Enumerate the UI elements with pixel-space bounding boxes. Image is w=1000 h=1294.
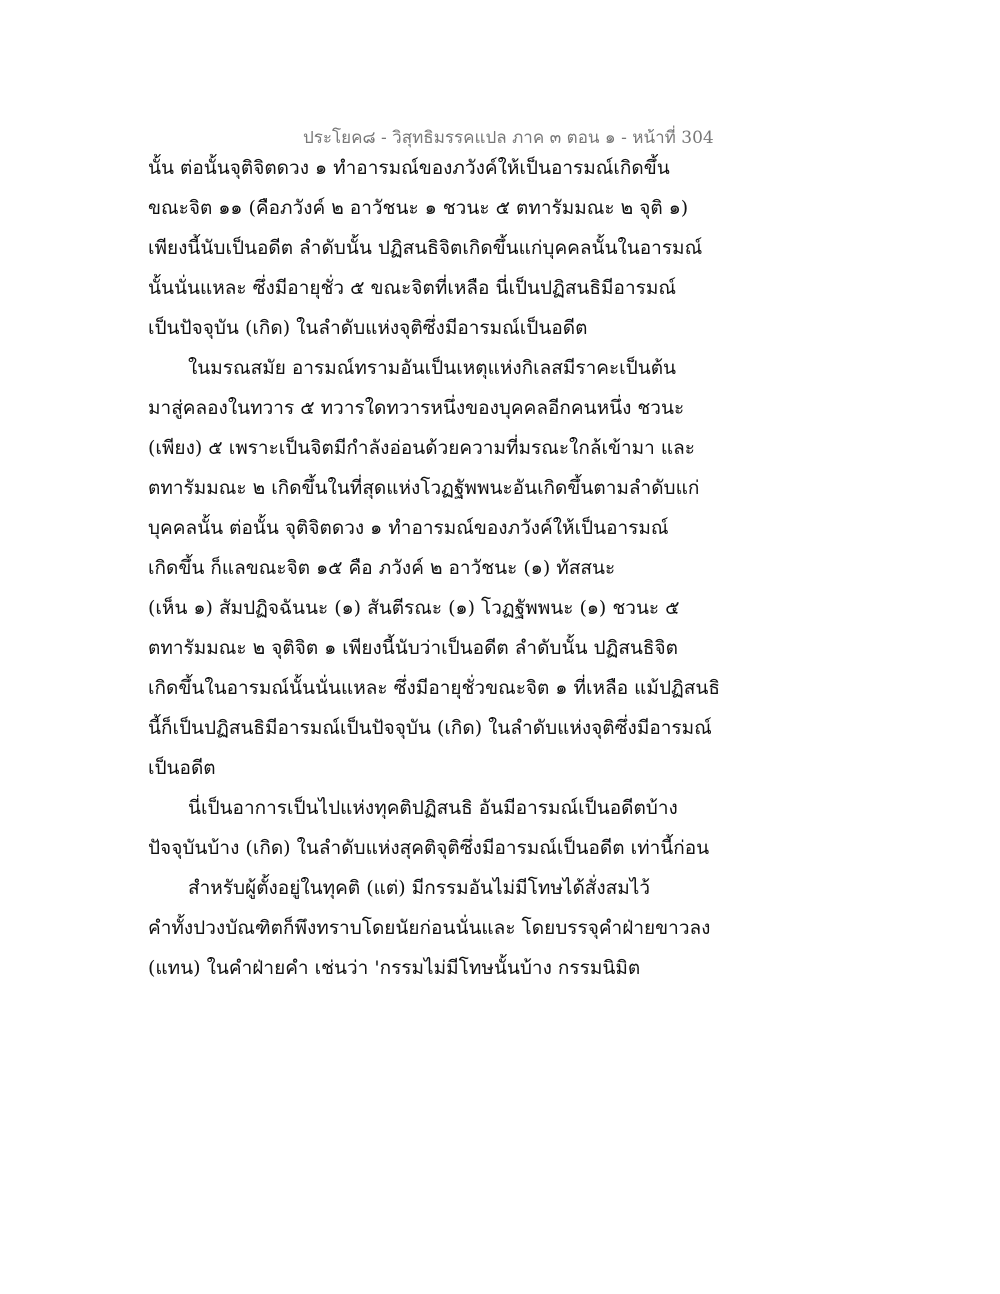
paragraph-start-line: ในมรณสมัย อารมณ์ทรามอันเป็นเหตุแห่งกิเลสมีราคะเป็นต้น [188, 357, 677, 379]
text-line: เป็นอดีต [148, 757, 216, 779]
paragraph-start-line: นี่เป็นอาการเป็นไปแห่งทุคติปฏิสนธิ อันมีอารมณ์เป็นอดีตบ้าง [188, 797, 678, 819]
text-line: (เห็น ๑) สัมปฏิจฉันนะ (๑) สันตีรณะ (๑) โวฏฐัพพนะ (๑) ชวนะ ๕ [148, 597, 680, 619]
text-line: นี้ก็เป็นปฏิสนธิมีอารมณ์เป็นปัจจุบัน (เกิด) ในลำดับแห่งจุติซึ่งมีอารมณ์ [148, 717, 712, 739]
text-line: เป็นปัจจุบัน (เกิด) ในลำดับแห่งจุติซึ่งมีอารมณ์เป็นอดีต [148, 317, 588, 339]
text-line: มาสู่คลองในทวาร ๕ ทวารใดทวารหนึ่งของบุคคลอีกคนหนึ่ง ชวนะ [148, 397, 685, 419]
text-line: เกิดขึ้นในอารมณ์นั้นนั่นแหละ ซึ่งมีอายุชั่วขณะจิต ๑ ที่เหลือ แม้ปฏิสนธิ [148, 677, 720, 699]
text-line: บุคคลนั้น ต่อนั้น จุติจิตดวง ๑ ทำอารมณ์ของภวังค์ให้เป็นอารมณ์ [148, 517, 669, 539]
text-line: เกิดขึ้น ก็แลขณะจิต ๑๕ คือ ภวังค์ ๒ อาวัชนะ (๑) ทัสสนะ [148, 557, 616, 579]
text-line: ปัจจุบันบ้าง (เกิด) ในลำดับแห่งสุคติจุติซึ่งมีอารมณ์เป็นอดีต เท่านี้ก่อน [148, 837, 710, 859]
paragraph-start-line: สำหรับผู้ตั้งอยู่ในทุคติ (แต่) มีกรรมอันไม่มีโทษได้สั่งสมไว้ [188, 877, 651, 899]
text-line: (แทน) ในคำฝ่ายคำ เช่นว่า 'กรรมไม่มีโทษนั้นบ้าง กรรมนิมิต [148, 957, 641, 979]
text-line: คำทั้งปวงบัณฑิตก็พึงทราบโดยนัยก่อนนั่นและ โดยบรรจุคำฝ่ายขาวลง [148, 917, 711, 939]
text-line: นั้นนั่นแหละ ซึ่งมีอายุชั่ว ๕ ขณะจิตที่เหลือ นี่เป็นปฏิสนธิมีอารมณ์ [148, 277, 676, 299]
text-line: ตทารัมมณะ ๒ จุติจิต ๑ เพียงนี้นับว่าเป็นอดีต ลำดับนั้น ปฏิสนธิจิต [148, 637, 678, 659]
text-line: (เพียง) ๕ เพราะเป็นจิตมีกำลังอ่อนด้วยความที่มรณะใกล้เข้ามา และ [148, 437, 695, 459]
page-header: ประโยค๘ - วิสุทธิมรรคแปล ภาค ๓ ตอน ๑ - หน้าที่ 304 [303, 128, 714, 148]
text-line: ตทารัมมณะ ๒ เกิดขึ้นในที่สุดแห่งโวฏฐัพพนะอันเกิดขึ้นตามลำดับแก่ [148, 477, 700, 499]
text-line: นั้น ต่อนั้นจุติจิตดวง ๑ ทำอารมณ์ของภวังค์ให้เป็นอารมณ์เกิดขึ้น [148, 157, 670, 179]
text-line: เพียงนี้นับเป็นอดีต ลำดับนั้น ปฏิสนธิจิตเกิดขึ้นแก่บุคคลนั้นในอารมณ์ [148, 237, 703, 259]
text-line: ขณะจิต ๑๑ (คือภวังค์ ๒ อาวัชนะ ๑ ชวนะ ๕ ตทารัมมณะ ๒ จุติ ๑) [148, 197, 689, 219]
